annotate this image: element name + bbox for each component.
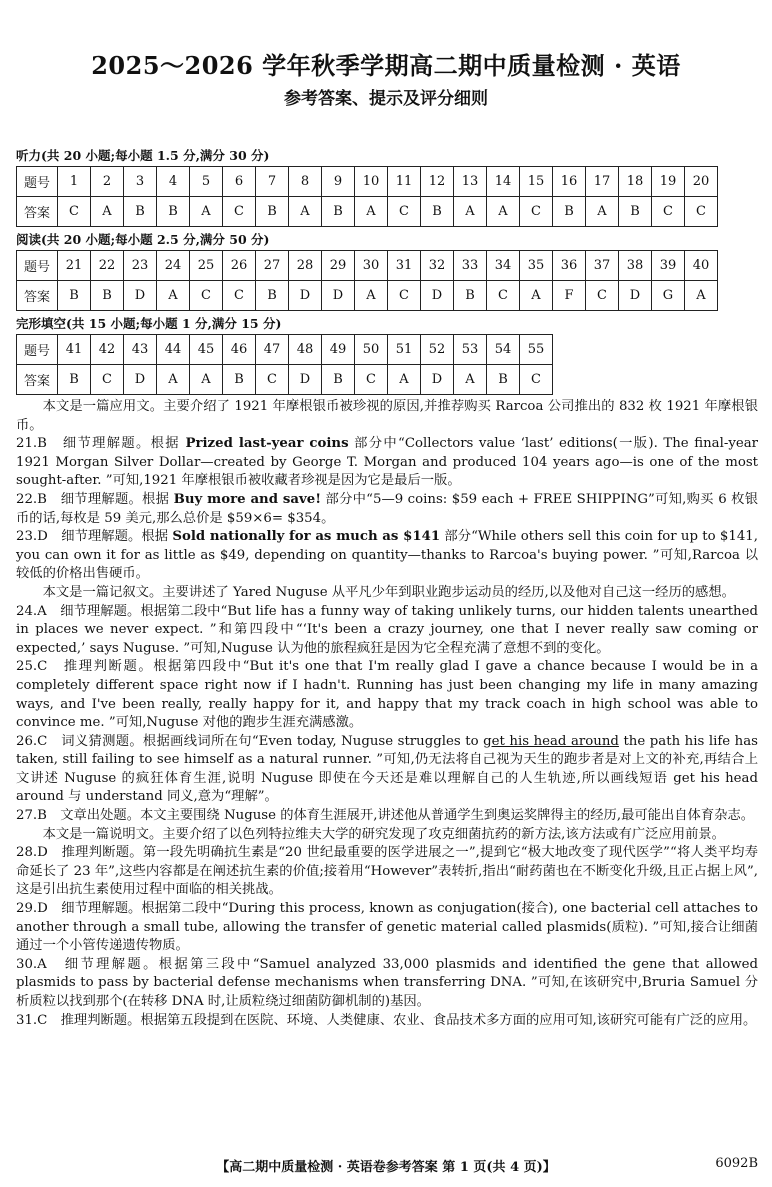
- answer-cell: B: [487, 365, 520, 395]
- question-number-cell: 25: [190, 251, 223, 281]
- answer-cell: D: [289, 281, 322, 311]
- answer-cell: B: [58, 281, 91, 311]
- explanation-21: 21.B 细节理解题。根据 Prized last-year coins 部分中“Collectors value ‘last’ editions(一版). The final-year 1921 Morgan Silver Dollar—created by George T. Morgan and produced 104 years ago—is one of the most sought-after. ”可知,1921 年摩根银币被收藏者珍视是因为它是最后一版。: [16, 436, 758, 489]
- answer-cell: A: [91, 197, 124, 227]
- passage-a-intro: 本文是一篇应用文。主要介绍了 1921 年摩根银币被珍视的原因,并推荐购买 Rarcoa 公司推出的 832 枚 1921 年摩根银币。: [16, 399, 758, 433]
- answer-cell: B: [124, 197, 157, 227]
- answer-cell: C: [91, 365, 124, 395]
- answer-cell: C: [256, 365, 289, 395]
- cloze-heading: 完形填空(共 15 小题;每小题 1 分,满分 15 分): [16, 316, 282, 331]
- question-number-cell: 48: [289, 335, 322, 365]
- answer-cell: C: [355, 365, 388, 395]
- question-number-cell: 15: [520, 167, 553, 197]
- answer-cell: D: [421, 365, 454, 395]
- explanation-29: 29.D 细节理解题。根据第二段中“During this process, known as conjugation(接合), one bacterial cell attaches to another through a small tube, allowing the transfer of genetic material called plasmids(质粒). ”可知,接合让细菌通过一个小管传递遗传物质。: [16, 901, 759, 954]
- answer-cell: A: [157, 281, 190, 311]
- answer-cell: C: [520, 365, 553, 395]
- question-number-cell: 20: [685, 167, 718, 197]
- row-label: 答案: [17, 281, 58, 311]
- page-title: 2025～2026 学年秋季学期高二期中质量检测 · 英语: [91, 51, 681, 80]
- question-number-cell: 31: [388, 251, 421, 281]
- answer-cell: A: [520, 281, 553, 311]
- reading-heading: 阅读(共 20 小题;每小题 2.5 分,满分 50 分): [16, 232, 270, 247]
- question-number-cell: 9: [322, 167, 355, 197]
- question-number-cell: 21: [58, 251, 91, 281]
- question-number-cell: 29: [322, 251, 355, 281]
- question-number-cell: 42: [91, 335, 124, 365]
- answer-cell: C: [388, 197, 421, 227]
- question-number-cell: 45: [190, 335, 223, 365]
- question-number-cell: 12: [421, 167, 454, 197]
- question-number-cell: 7: [256, 167, 289, 197]
- answer-cell: B: [58, 365, 91, 395]
- answer-cell: G: [652, 281, 685, 311]
- answer-cell: B: [223, 365, 256, 395]
- row-label: 答案: [17, 365, 58, 395]
- table-row: [17, 167, 718, 197]
- answer-cell: A: [355, 281, 388, 311]
- question-number-cell: 4: [157, 167, 190, 197]
- reading-answer-table: [16, 250, 718, 311]
- answer-cell: C: [190, 281, 223, 311]
- question-number-cell: 18: [619, 167, 652, 197]
- question-number-cell: 37: [586, 251, 619, 281]
- answer-cell: A: [388, 365, 421, 395]
- question-number-cell: 10: [355, 167, 388, 197]
- answer-cell: F: [553, 281, 586, 311]
- answer-cell: D: [124, 281, 157, 311]
- answer-cell: D: [322, 281, 355, 311]
- question-number-cell: 47: [256, 335, 289, 365]
- question-number-cell: 32: [421, 251, 454, 281]
- answer-cell: A: [289, 197, 322, 227]
- page-subtitle: 参考答案、提示及评分细则: [284, 89, 488, 109]
- question-number-cell: 6: [223, 167, 256, 197]
- question-number-cell: 8: [289, 167, 322, 197]
- question-number-cell: 16: [553, 167, 586, 197]
- question-number-cell: 40: [685, 251, 718, 281]
- question-number-cell: 30: [355, 251, 388, 281]
- question-number-cell: 19: [652, 167, 685, 197]
- answer-cell: A: [157, 365, 190, 395]
- answer-cell: D: [619, 281, 652, 311]
- answer-cell: A: [454, 365, 487, 395]
- row-label: 题号: [17, 335, 58, 365]
- question-number-cell: 50: [355, 335, 388, 365]
- row-label: 题号: [17, 167, 58, 197]
- question-number-cell: 41: [58, 335, 91, 365]
- answer-cell: C: [685, 197, 718, 227]
- answer-cell: A: [454, 197, 487, 227]
- answer-cell: B: [454, 281, 487, 311]
- question-number-cell: 51: [388, 335, 421, 365]
- question-number-cell: 2: [91, 167, 124, 197]
- answer-cell: C: [58, 197, 91, 227]
- answer-cell: B: [322, 197, 355, 227]
- row-label: 题号: [17, 251, 58, 281]
- question-number-cell: 35: [520, 251, 553, 281]
- question-number-cell: 28: [289, 251, 322, 281]
- answer-cell: A: [487, 197, 520, 227]
- explanation-25: 25.C 推理判断题。根据第四段中“But it's one that I'm really glad I gave a chance because I would be in a completely different space right now if I hadn't. Running has just been changing my life in many amazing ways, and I've been really, really happy for it, and happy that my track coach in high school was able to convince me. ”可知,Nuguse 对他的跑步生涯充满感激。: [16, 659, 759, 731]
- answer-cell: B: [157, 197, 190, 227]
- question-number-cell: 26: [223, 251, 256, 281]
- question-number-cell: 46: [223, 335, 256, 365]
- answer-cell: B: [322, 365, 355, 395]
- question-number-cell: 5: [190, 167, 223, 197]
- question-number-cell: 23: [124, 251, 157, 281]
- question-number-cell: 3: [124, 167, 157, 197]
- answer-cell: D: [124, 365, 157, 395]
- answer-cell: B: [256, 197, 289, 227]
- explanation-22: 22.B 细节理解题。根据 Buy more and save! 部分中“5—9 coins: $59 each + FREE SHIPPING”可知,购买 6 枚银币的话,每枚是 59 美元,那么总价是 $59×6= $354。: [16, 491, 759, 526]
- question-number-cell: 17: [586, 167, 619, 197]
- answer-cell: B: [553, 197, 586, 227]
- answer-cell: A: [190, 365, 223, 395]
- table-row: [17, 251, 718, 281]
- table-row: [17, 197, 718, 227]
- listening-answer-table: [16, 166, 718, 227]
- question-number-cell: 11: [388, 167, 421, 197]
- question-number-cell: 1: [58, 167, 91, 197]
- cloze-answer-table: [16, 334, 553, 395]
- explanation-30: 30.A 细节理解题。根据第三段中“Samuel analyzed 33,000 plasmids and identified the gene that allowed plasmids to pass by bacterial defense mechanisms when transferring DNA. ”可知,在该研究中,Bruria Samuel 分析质粒以找到那个(在转移 DNA 时,让质粒绕过细菌防御机制的)基因。: [16, 956, 758, 1009]
- answer-cell: C: [520, 197, 553, 227]
- answer-cell: B: [256, 281, 289, 311]
- answer-cell: A: [685, 281, 718, 311]
- answer-cell: C: [223, 197, 256, 227]
- explanation-27: 27.B 文章出处题。本文主要围绕 Nuguse 的体育生涯展开,讲述他从普通学生到奥运奖牌得主的经历,最可能出自体育杂志。: [16, 808, 755, 824]
- passage-c-intro: 本文是一篇说明文。主要介绍了以色列特拉维夫大学的研究发现了攻克细菌抗药的新方法,该方法或有广泛应用前景。: [42, 826, 725, 842]
- answer-cell: C: [586, 281, 619, 311]
- explanation-24: 24.A 细节理解题。根据第二段中“But life has a funny way of taking unlikely turns, our hidden talents unearthed in places we never expect. ”和第四段中“‘It's been a crazy journey, one that I never really saw coming or expected,’ says Nuguse. ”可知,Nuguse 认为他的旅程疯狂是因为它全程充满了意想不到的变化。: [16, 603, 758, 656]
- page-footer: 【高二期中质量检测 · 英语卷参考答案 第 1 页(共 4 页)】: [216, 1160, 556, 1175]
- question-number-cell: 38: [619, 251, 652, 281]
- table-row: [17, 281, 718, 311]
- answer-cell: C: [388, 281, 421, 311]
- answer-cell: C: [652, 197, 685, 227]
- passage-b-intro: 本文是一篇记叙文。主要讲述了 Yared Nuguse 从平凡少年到职业跑步运动员的经历,以及他对自己这一经历的感想。: [42, 584, 735, 600]
- answer-cell: B: [91, 281, 124, 311]
- answer-cell: C: [223, 281, 256, 311]
- question-number-cell: 22: [91, 251, 124, 281]
- answer-cell: B: [619, 197, 652, 227]
- paper-code: 6092B: [715, 1156, 758, 1171]
- answer-cell: D: [289, 365, 322, 395]
- question-number-cell: 33: [454, 251, 487, 281]
- question-number-cell: 27: [256, 251, 289, 281]
- answer-cell: C: [487, 281, 520, 311]
- question-number-cell: 52: [421, 335, 454, 365]
- table-row: [17, 365, 553, 395]
- question-number-cell: 24: [157, 251, 190, 281]
- answer-explanations: [16, 398, 758, 1030]
- answer-cell: A: [190, 197, 223, 227]
- question-number-cell: 55: [520, 335, 553, 365]
- explanation-26: 26.C 词义猜测题。根据画线词所在句“Even today, Nuguse struggles to get his head around the path his life has taken, still failing to see himself as a natural runner. ”可知,仍无法将自己视为天生的跑步者是对上文的补充,再结合上文讲述 Nuguse 的疯狂体育生涯,说明 Nuguse 即使在今天还是难以理解自己的人生轨迹,所以画线短语 get his head around 与 understand 同义,意为“理解”。: [16, 733, 759, 805]
- question-number-cell: 14: [487, 167, 520, 197]
- explanation-31: 31.C 推理判断题。根据第五段提到在医院、环境、人类健康、农业、食品技术多方面的应用可知,该研究可能有广泛的应用。: [16, 1012, 757, 1028]
- row-label: 答案: [17, 197, 58, 227]
- answer-cell: A: [586, 197, 619, 227]
- listening-heading: 听力(共 20 小题;每小题 1.5 分,满分 30 分): [16, 148, 270, 163]
- question-number-cell: 39: [652, 251, 685, 281]
- question-number-cell: 34: [487, 251, 520, 281]
- answer-cell: A: [355, 197, 388, 227]
- question-number-cell: 13: [454, 167, 487, 197]
- table-row: [17, 335, 553, 365]
- question-number-cell: 49: [322, 335, 355, 365]
- question-number-cell: 53: [454, 335, 487, 365]
- question-number-cell: 44: [157, 335, 190, 365]
- question-number-cell: 36: [553, 251, 586, 281]
- answer-cell: D: [421, 281, 454, 311]
- question-number-cell: 43: [124, 335, 157, 365]
- explanation-28: 28.D 推理判断题。第一段先明确抗生素是“20 世纪最重要的医学进展之一”,提到它“极大地改变了现代医学”“将人类平均寿命延长了 23 年”,这些内容都是在阐述抗生素的价值;接着用“However”表转折,指出“耐药菌也在不断变化升级,且正占据上风”,这是引出抗生素使用过程中面临的相关挑战。: [16, 845, 758, 898]
- explanation-23: 23.D 细节理解题。根据 Sold nationally for as much as $141 部分“While others sell this coin for up to $141, you can own it for as little as $49, depending on quantity—thanks to Rarcoa's buying power. ”可知,Rarcoa 以较低的价格出售硬币。: [16, 529, 758, 582]
- answer-cell: B: [421, 197, 454, 227]
- question-number-cell: 54: [487, 335, 520, 365]
